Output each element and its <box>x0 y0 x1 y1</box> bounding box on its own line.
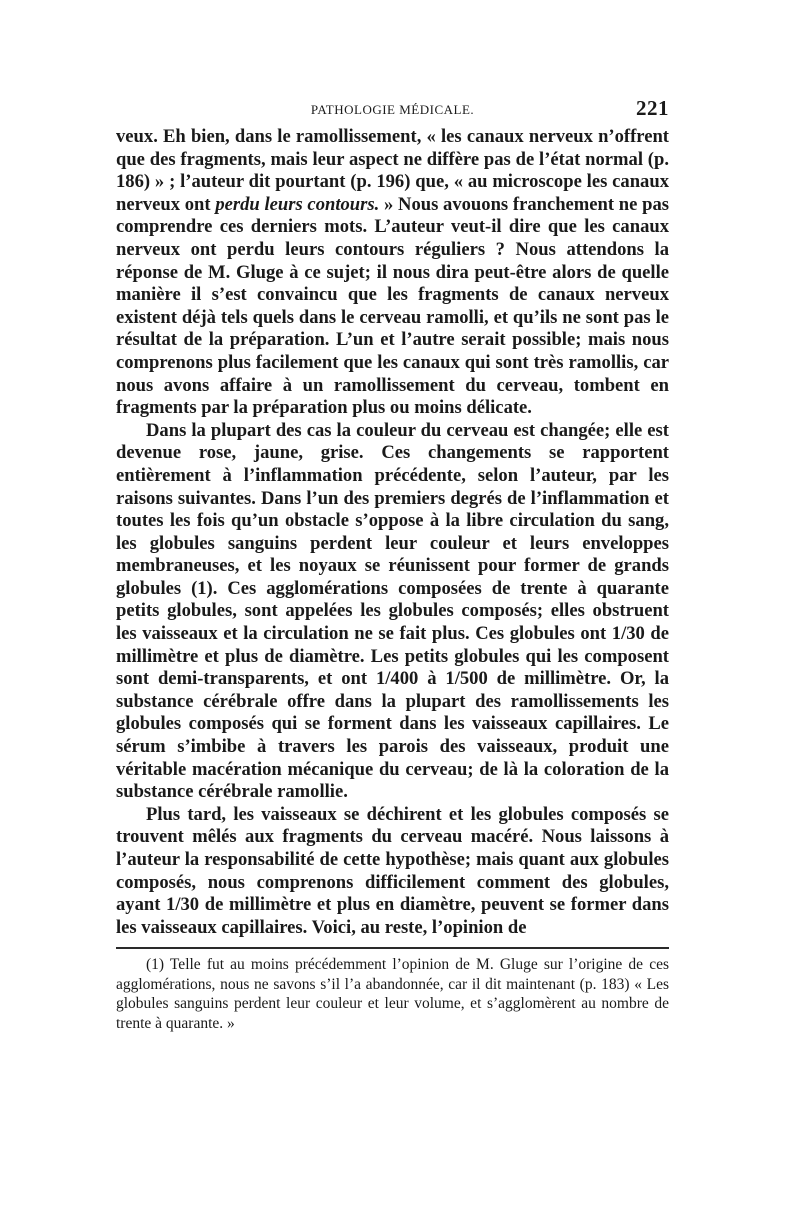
paragraph-1-italic: perdu leurs contours. <box>215 193 380 215</box>
paragraph-3: Plus tard, les vaisseaux se déchirent et les globules composés se trouvent mêlés aux fragments du cerveau macéré. Nous laissons à l’auteur la responsabilité de cette hypothèse; mais quant aux globules composés, nous comprenons difficilement comment des globules, ayant 1/30 de millimètre et plus en diamètre, peuvent se former dans les vaisseaux capillaires. Voici, au reste, l’opinion de <box>116 803 669 938</box>
book-page <box>116 96 669 1033</box>
running-title: PATHOLOGIE MÉDICALE. <box>310 102 475 117</box>
paragraph-2: Dans la plupart des cas la couleur du cerveau est changée; elle est devenue rose, jaune, grise. Ces changements se rapportent entièrement à l’inflammation précédente, selon l’auteur, par les raisons suivantes. Dans l’un des premiers degrés de l’inflammation et toutes les fois qu’un obstacle s’oppose à la libre circulation du sang, les globules sanguins perdent leur couleur et leurs enveloppes membraneuses, et les noyaux se réunissent pour former de grands globules (1). Ces agglomérations composées de trente à quarante petits globules, sont appelées les globules composés; elles obstruent les vaisseaux et la circulation ne se fait plus. Ces globules ont 1/30 de millimètre et plus de diamètre. Les petits globules qui les composent sont demi-transparents, et ont 1/400 à 1/500 de millimètre. Or, la substance cérébrale offre dans la plupart des ramollissements les globules composés qui se forment dans les vaisseaux capillaires. Le sérum s’imbibe à travers les parois des vaisseaux, produit une véritable macération mécanique du cerveau; de là la coloration de la substance cérébrale ramollie. <box>116 419 669 803</box>
paragraph-1-text-b: » Nous avouons franchement ne pas comprendre ces derniers mots. L’auteur veut-il dire que les canaux nerveux ont perdu leurs contours réguliers ? Nous attendons la réponse de M. Gluge à ce sujet; il nous dira peut-être alors de quelle manière il s’est convaincu que les fragments de canaux nerveux existent déjà tels quels dans le cerveau ramolli, et qu’ils ne sont pas le résultat de la préparation. L’un et l’autre serait possible; mais nous comprenons plus facilement que les canaux qui sont très ramollis, car nous avons affaire à un ramollissement du cerveau, tombent en fragments par la préparation plus ou moins délicate. <box>116 193 669 419</box>
footnote: (1) Telle fut au moins précédemment l’opinion de M. Gluge sur l’origine de ces agglomérations, nous ne savons s’il l’a abandonnée, car il dit maintenant (p. 183) « Les globules sanguins perdent leur couleur et leur volume, et s’agglomèrent au nombre de trente à quarante. » <box>116 956 669 1032</box>
footnote-rule <box>116 947 669 949</box>
paragraph-1-text-a: veux. Eh bien, dans le ramollissement, « les canaux nerveux n’offrent que des fragments, mais leur aspect ne diffère pas de l’état normal (p. 186) » ; l’auteur dit pourtant (p. 196) que, « au microscope les canaux nerveux ont <box>116 126 669 215</box>
running-head <box>116 96 669 122</box>
body-text <box>116 126 669 939</box>
page-number: 221 <box>636 96 669 120</box>
paragraph-1 <box>116 126 669 420</box>
